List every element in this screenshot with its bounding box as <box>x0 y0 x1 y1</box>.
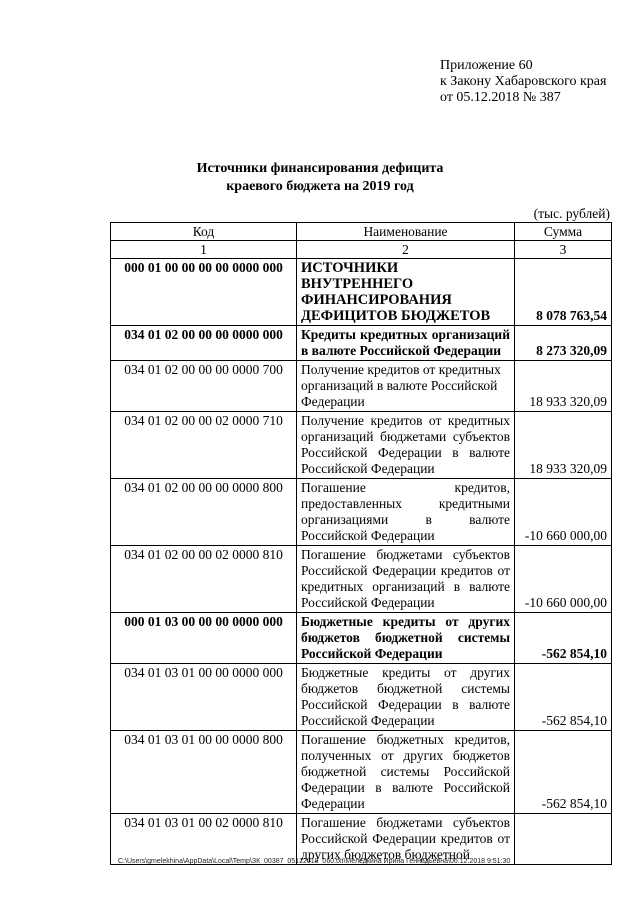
table-header-row <box>111 223 612 241</box>
row-name: Погашение бюджетных кредитов, полученных от других бюджетов бюджетной системы Российской Федерации в валюте Российской Федерации <box>297 731 515 814</box>
row-code: 034 01 02 00 00 00 0000 800 <box>111 479 297 546</box>
row-code: 034 01 02 00 00 00 0000 000 <box>111 326 297 361</box>
row-code: 034 01 02 00 00 02 0000 710 <box>111 412 297 479</box>
row-name: Получение кредитов от кредитных организаций бюджетами субъектов Российской Федерации в валюте Российской Федерации <box>297 412 515 479</box>
row-name: ИСТОЧНИКИ ВНУТРЕННЕГО ФИНАНСИРОВАНИЯ ДЕФИЦИТОВ БЮДЖЕТОВ <box>297 259 515 326</box>
header-code: Код <box>111 223 297 241</box>
table-row <box>111 326 612 361</box>
row-name: Погашение бюджетами субъектов Российской Федерации кредитов от кредитных организаций в валюте Российской Федерации <box>297 546 515 613</box>
table-row <box>111 613 612 664</box>
appendix-line-3: от 05.12.2018 № 387 <box>440 90 561 105</box>
row-amount: -10 660 000,00 <box>515 479 612 546</box>
row-name: Бюджетные кредиты от других бюджетов бюджетной системы Российской Федерации в валюте Российской Федерации <box>297 664 515 731</box>
row-amount <box>515 814 612 865</box>
row-amount: -562 854,10 <box>515 613 612 664</box>
table-row <box>111 664 612 731</box>
row-name: Погашение кредитов, предоставленных кредитными организациями в валюте Российской Федерации <box>297 479 515 546</box>
row-amount: 8 078 763,54 <box>515 259 612 326</box>
appendix-line-2: к Закону Хабаровского края <box>440 74 607 89</box>
row-amount: -562 854,10 <box>515 664 612 731</box>
budget-sources-table <box>110 222 612 865</box>
table-row <box>111 361 612 412</box>
column-number-1: 1 <box>111 241 297 259</box>
row-amount: 18 933 320,09 <box>515 361 612 412</box>
row-code: 034 01 03 01 00 02 0000 810 <box>111 814 297 865</box>
header-amount: Сумма <box>515 223 612 241</box>
row-name: Погашение бюджетами субъектов Российской Федерации кредитов от других бюджетов бюджетной <box>297 814 515 865</box>
row-amount: -10 660 000,00 <box>515 546 612 613</box>
row-name: Бюджетные кредиты от других бюджетов бюджетной системы Российской Федерации <box>297 613 515 664</box>
table-row <box>111 731 612 814</box>
column-number-3: 3 <box>515 241 612 259</box>
file-path-footer: C:\Users\gmelekhina\AppData\Local\Temp\ЗК_00387_05122018_060.txt\Меледкина Ирина Геннадьевна\06.12.2018 9:51:30 <box>118 858 511 865</box>
header-name: Наименование <box>297 223 515 241</box>
title-line-1: Источники финансирования дефицита <box>196 161 444 176</box>
table-row <box>111 814 612 865</box>
table-row <box>111 412 612 479</box>
row-code: 000 01 00 00 00 00 0000 000 <box>111 259 297 326</box>
row-code: 034 01 03 01 00 00 0000 000 <box>111 664 297 731</box>
table-column-numbers-row <box>111 241 612 259</box>
table-row <box>111 546 612 613</box>
table-row <box>111 479 612 546</box>
row-amount: 18 933 320,09 <box>515 412 612 479</box>
row-amount: 8 273 320,09 <box>515 326 612 361</box>
appendix-line-1: Приложение 60 <box>440 58 533 73</box>
column-number-2: 2 <box>297 241 515 259</box>
row-amount: -562 854,10 <box>515 731 612 814</box>
row-code: 034 01 02 00 00 02 0000 810 <box>111 546 297 613</box>
appendix-block <box>440 58 606 106</box>
row-code: 034 01 02 00 00 00 0000 700 <box>111 361 297 412</box>
row-code: 034 01 03 01 00 00 0000 800 <box>111 731 297 814</box>
document-title <box>0 160 640 196</box>
row-code: 000 01 03 00 00 00 0000 000 <box>111 613 297 664</box>
table-row <box>111 259 612 326</box>
units-label: (тыс. рублей) <box>533 206 610 221</box>
title-line-2: краевого бюджета на 2019 год <box>226 179 414 194</box>
row-name: Получение кредитов от кредитных организаций в валюте Российской Федерации <box>297 361 515 412</box>
row-name: Кредиты кредитных организаций в валюте Российской Федерации <box>297 326 515 361</box>
